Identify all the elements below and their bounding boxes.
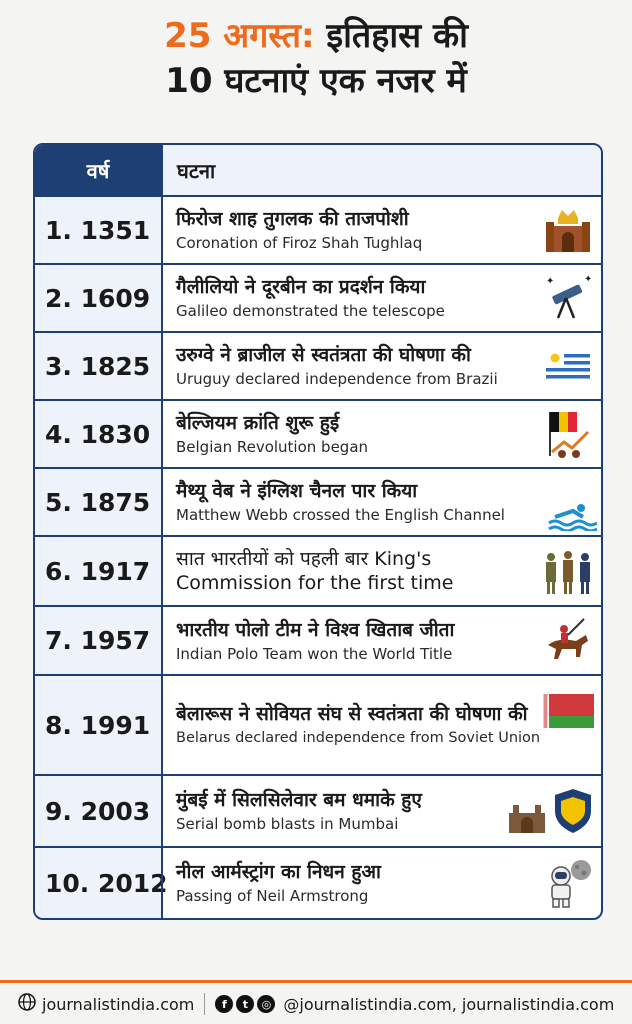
row-event <box>161 197 601 263</box>
table-row <box>35 401 601 469</box>
event-hindi: उरुग्वे ने ब्राजील से स्वतंत्रता की घोषणा की <box>176 344 471 366</box>
svg-text:✦: ✦ <box>546 276 555 287</box>
row-event <box>161 265 601 331</box>
event-hindi: बेल्जियम क्रांति शुरू हुई <box>176 412 340 434</box>
row-event <box>161 848 601 918</box>
telescope-icon <box>541 271 595 325</box>
event-english: Matthew Webb crossed the English Channel <box>176 506 505 524</box>
row-year: 7. 1957 <box>35 607 161 674</box>
event-hindi: फिरोज शाह तुगलक की ताजपोशी <box>176 208 409 230</box>
row-event <box>161 333 601 399</box>
event-english: Galileo demonstrated the telescope <box>176 302 445 320</box>
belgium-flag-icon <box>541 407 595 461</box>
page-title <box>0 14 632 104</box>
footer-divider <box>0 980 632 983</box>
row-event <box>161 537 601 605</box>
row-year: 10. 2012 <box>35 848 161 918</box>
event-english: Uruguy declared independence from Brazii <box>176 370 498 388</box>
row-event <box>161 607 601 674</box>
uruguay-flag-icon <box>541 339 595 393</box>
table-row <box>35 333 601 401</box>
table-row <box>35 537 601 607</box>
row-year: 9. 2003 <box>35 776 161 846</box>
svg-text:✦: ✦ <box>584 274 593 285</box>
website-link[interactable]: journalistindia.com <box>42 994 195 1014</box>
row-event <box>161 401 601 467</box>
row-year: 5. 1875 <box>35 469 161 535</box>
instagram-icon[interactable]: ◎ <box>257 995 275 1013</box>
row-year: 3. 1825 <box>35 333 161 399</box>
event-hindi: गैलीलियो ने दूरबीन का प्रदर्शन किया <box>176 276 426 298</box>
row-year: 8. 1991 <box>35 676 161 774</box>
event-hindi: भारतीय पोलो टीम ने विश्व खिताब जीता <box>176 618 455 641</box>
facebook-icon[interactable]: f <box>215 995 233 1013</box>
row-year: 4. 1830 <box>35 401 161 467</box>
astronaut-icon <box>541 856 595 910</box>
globe-icon <box>18 993 36 1015</box>
event-english: Passing of Neil Armstrong <box>176 887 369 905</box>
table-row <box>35 776 601 848</box>
row-event <box>161 776 601 846</box>
title-line2: 10 घटनाएं एक नजर में <box>165 61 467 101</box>
header-year: वर्ष <box>35 145 161 195</box>
table-row <box>35 197 601 265</box>
event-english: Indian Polo Team won the World Title <box>176 644 453 663</box>
event-hindi: बेलारूस ने सोवियत संघ से स्वतंत्रता की घोषणा की <box>176 703 528 725</box>
table-row <box>35 607 601 676</box>
soldiers-icon <box>541 544 595 598</box>
row-event <box>161 676 601 774</box>
table-row <box>35 265 601 333</box>
shield-icon <box>507 784 597 838</box>
event-hindi: मैथ्यू वेब ने इंग्लिश चैनल पार किया <box>176 480 418 502</box>
polo-icon <box>541 614 595 668</box>
table-header <box>35 145 601 197</box>
event-hindi: नील आर्मस्ट्रांग का निधन हुआ <box>176 861 381 883</box>
swimmer-icon <box>547 501 597 531</box>
footer <box>0 984 632 1024</box>
belarus-flag-icon <box>541 684 595 738</box>
row-year: 2. 1609 <box>35 265 161 331</box>
footer-separator <box>204 993 205 1015</box>
event-english: Commission for the first time <box>176 572 454 594</box>
event-english: Belgian Revolution began <box>176 438 369 456</box>
table-row <box>35 469 601 537</box>
table-row <box>35 676 601 776</box>
event-english: Coronation of Firoz Shah Tughlaq <box>176 234 423 252</box>
header-event: घटना <box>161 145 601 195</box>
palace-icon <box>541 203 595 257</box>
title-date: 25 अगस्त: <box>164 16 315 56</box>
social-handles[interactable]: @journalistindia.com, journalistindia.com <box>283 994 615 1014</box>
row-event <box>161 469 601 535</box>
events-table <box>33 143 603 920</box>
event-hindi: सात भारतीयों को पहली बार King's <box>176 548 432 570</box>
event-hindi: मुंबई में सिलसिलेवार बम धमाके हुए <box>176 789 422 811</box>
row-year: 1. 1351 <box>35 197 161 263</box>
event-english: Serial bomb blasts in Mumbai <box>176 815 399 833</box>
table-row <box>35 848 601 918</box>
twitter-icon[interactable]: t <box>236 995 254 1013</box>
title-line1-text: इतिहास की <box>314 16 468 56</box>
row-year: 6. 1917 <box>35 537 161 605</box>
event-english: Belarus declared independence from Soviet Union <box>176 730 541 746</box>
